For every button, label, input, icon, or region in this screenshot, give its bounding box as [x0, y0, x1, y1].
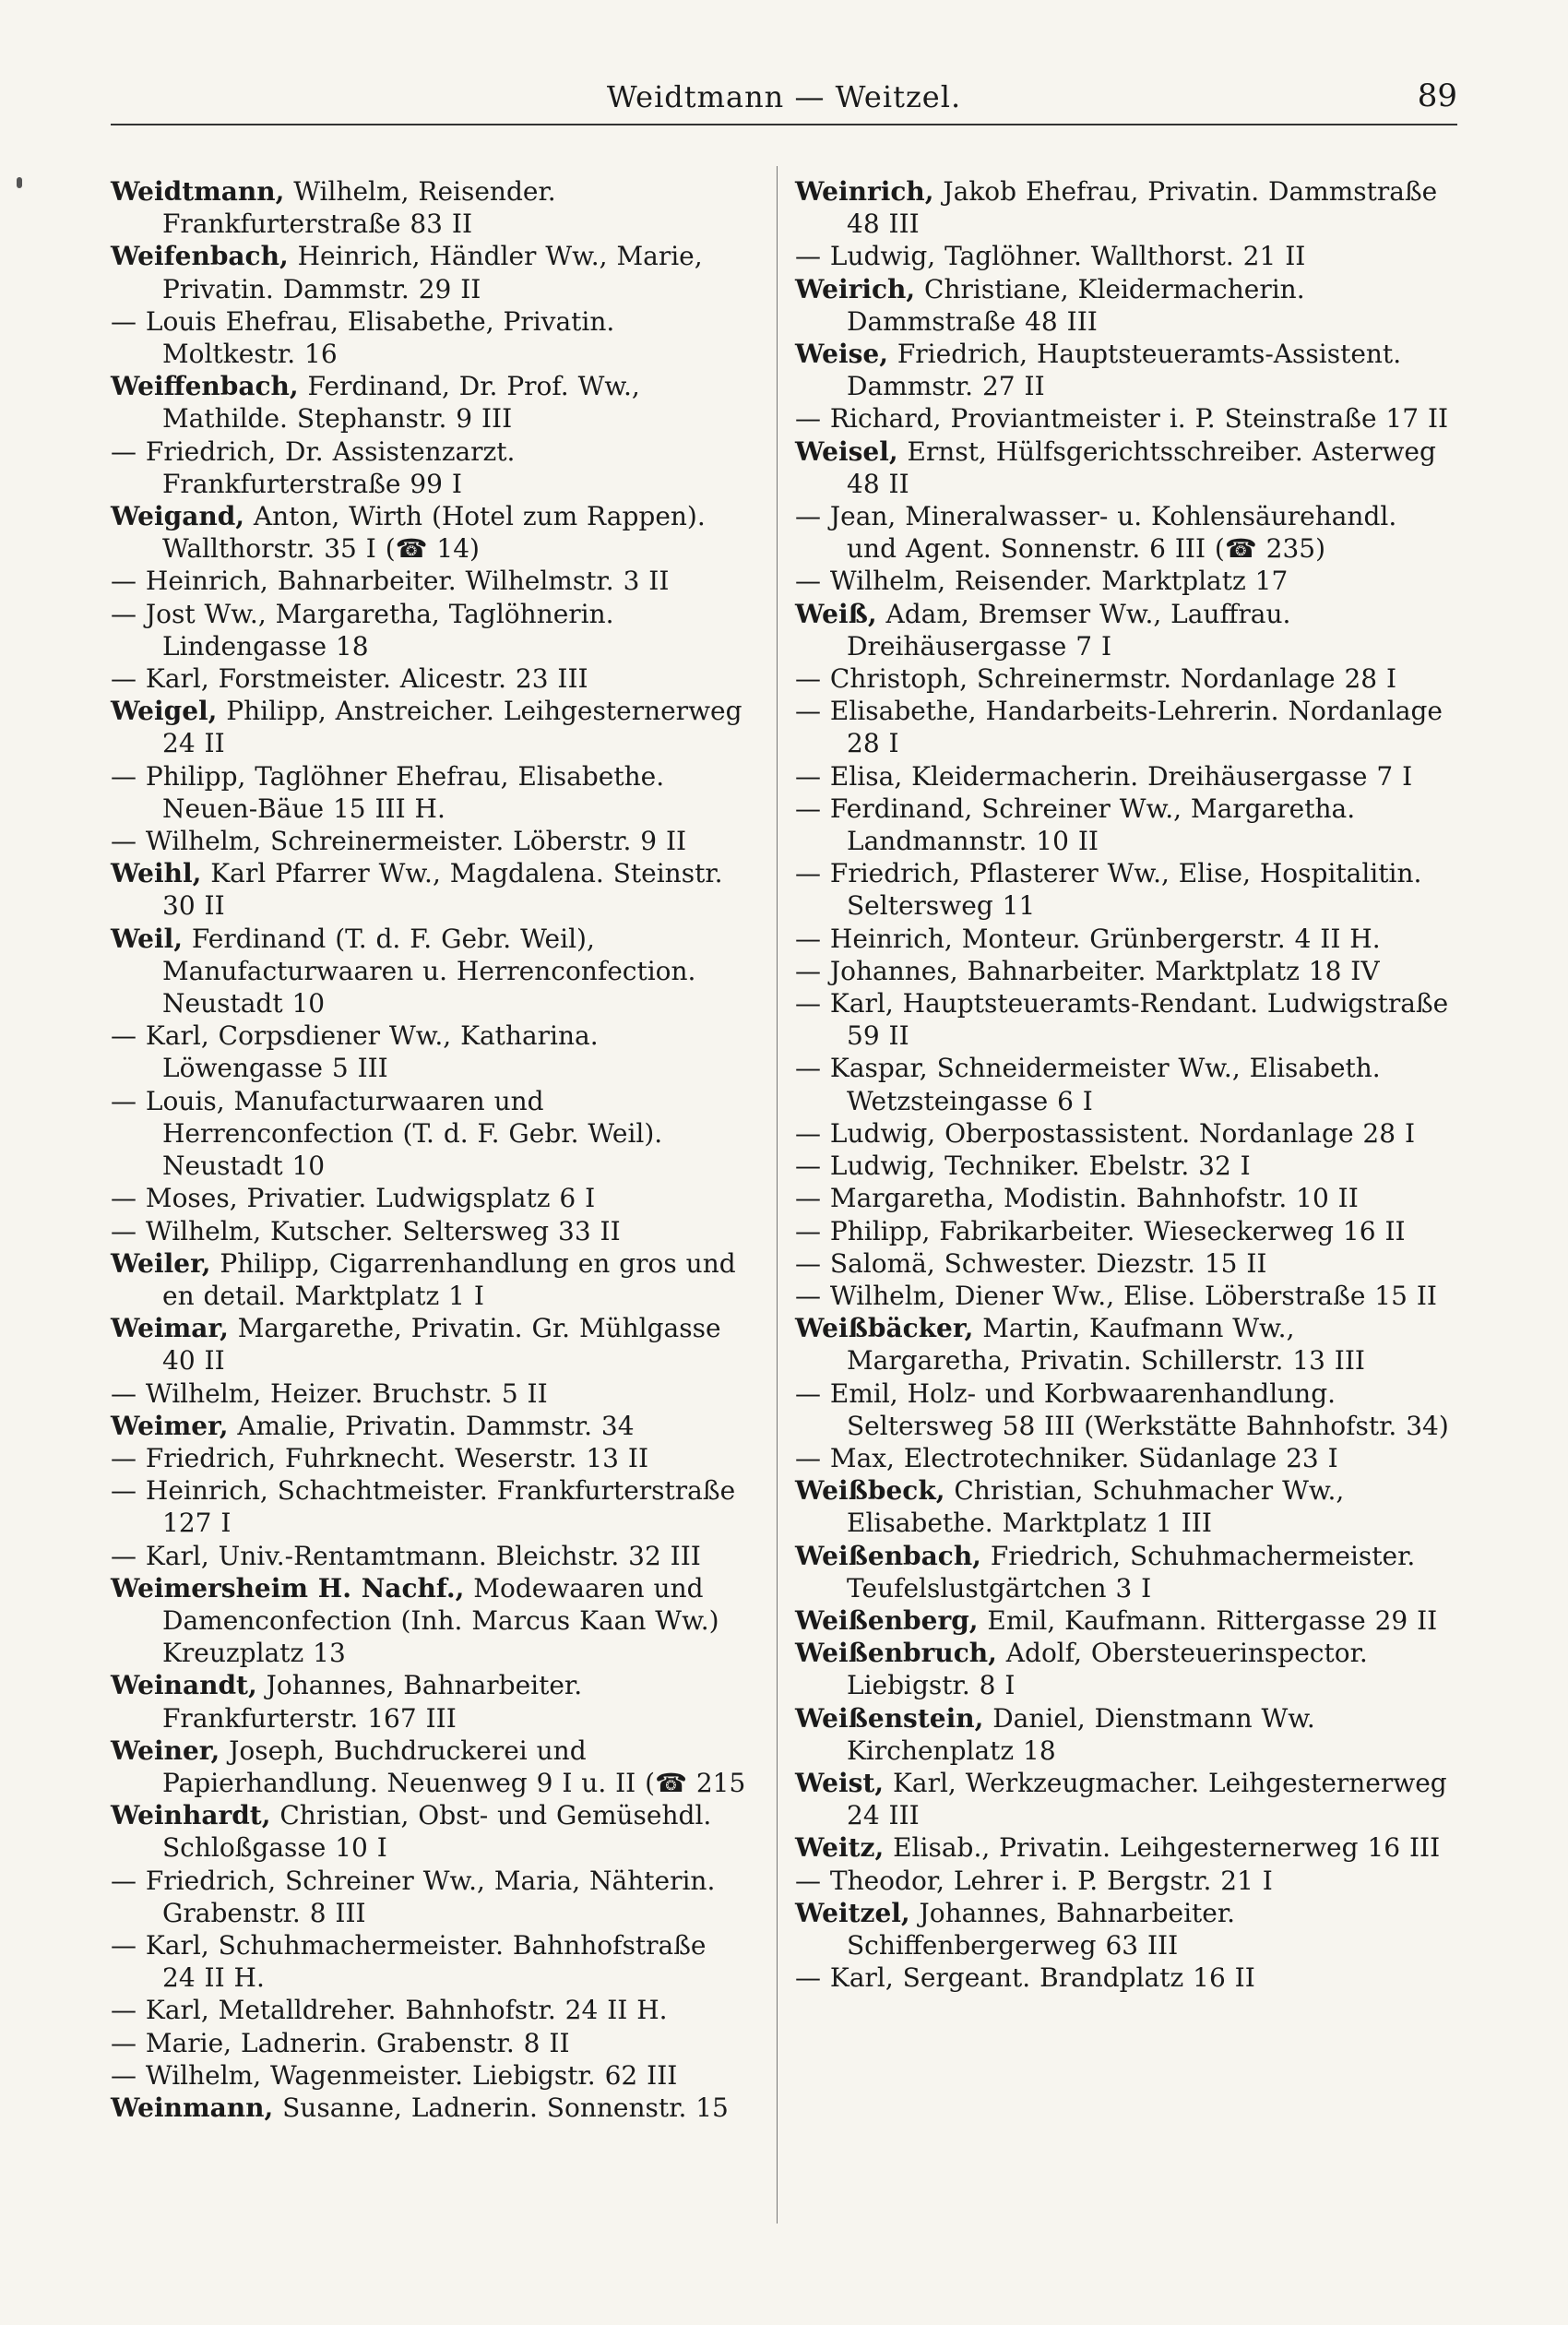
entry-details: — Friedrich, Dr. Assistenzarzt. Frankfurterstraße 99 I: [111, 435, 516, 499]
directory-entry: [795, 760, 1455, 793]
directory-entry: [795, 435, 1455, 500]
entry-details: Jakob Ehefrau, Privatin. Dammstraße 48 III: [847, 176, 1438, 240]
directory-entry: [111, 1865, 747, 1929]
entry-details: — Karl, Corpsdiener Ww., Katharina. Löwengasse 5 III: [111, 1020, 599, 1084]
entry-details: — Wilhelm, Diener Ww., Elise. Löberstraße 15 II: [795, 1280, 1437, 1311]
entry-details: Christian, Obst- und Gemüsehdl. Schloßgasse 10 I: [162, 1800, 712, 1864]
entry-details: Christian, Schuhmacher Ww., Elisabethe. Marktplatz 1 III: [847, 1475, 1345, 1539]
entry-surname: Weise,: [795, 339, 888, 370]
entry-details: — Karl, Univ.-Rentamtmann. Bleichstr. 32 III: [111, 1540, 701, 1571]
directory-entry: [795, 1280, 1455, 1312]
directory-entry: [795, 500, 1455, 565]
entry-details: — Margaretha, Modistin. Bahnhofstr. 10 II: [795, 1183, 1359, 1214]
entry-details: — Theodor, Lehrer i. P. Bergstr. 21 I: [795, 1865, 1273, 1896]
entry-details: Wilhelm, Reisender. Frankfurterstraße 83 II: [162, 176, 556, 240]
directory-entry: [795, 1312, 1455, 1377]
directory-entry: [795, 1637, 1455, 1701]
entry-details: — Ludwig, Oberpostassistent. Nordanlage 28 I: [795, 1117, 1416, 1149]
entry-details: Daniel, Dienstmann Ww. Kirchenplatz 18: [847, 1702, 1315, 1766]
directory-entry: [111, 1572, 747, 1670]
directory-entry: [111, 1929, 747, 1994]
entry-surname: Weißenbach,: [795, 1540, 981, 1571]
entry-details: — Heinrich, Bahnarbeiter. Wilhelmstr. 3 II: [111, 566, 670, 597]
directory-entry: [111, 857, 747, 922]
directory-entry: [795, 273, 1455, 338]
directory-entry: [111, 1669, 747, 1734]
entry-surname: Weitz,: [795, 1832, 885, 1864]
entry-details: Johannes, Bahnarbeiter. Frankfurterstr. 167 III: [162, 1670, 583, 1734]
directory-entry: [795, 1540, 1455, 1604]
entry-surname: Weiffenbach,: [111, 371, 299, 402]
entry-surname: Weimar,: [111, 1313, 229, 1344]
directory-entry: [795, 1604, 1455, 1637]
entry-details: Ferdinand (T. d. F. Gebr. Weil), Manufacturwaaren u. Herrenconfection. Neustadt 10: [162, 923, 696, 1019]
directory-entry: [795, 923, 1455, 955]
entry-surname: Weiner,: [111, 1735, 220, 1766]
entry-surname: Weißenbruch,: [795, 1638, 997, 1669]
entry-details: — Elisa, Kleidermacherin. Dreihäusergasse 7 I: [795, 760, 1413, 792]
directory-entry: [111, 1442, 747, 1474]
directory-entry: [111, 1247, 747, 1312]
directory-entry: [795, 1215, 1455, 1247]
directory-entry: [111, 1085, 747, 1183]
entry-surname: Weist,: [795, 1767, 885, 1798]
entry-details: — Friedrich, Schreiner Ww., Maria, Nähterin. Grabenstr. 8 III: [111, 1865, 716, 1928]
directory-entry: [111, 2059, 747, 2092]
entry-surname: Weifenbach,: [111, 241, 289, 272]
directory-entry: [111, 500, 747, 565]
entry-details: — Richard, Proviantmeister i. P. Steinstraße 17 II: [795, 403, 1449, 435]
entry-details: — Friedrich, Fuhrknecht. Weserstr. 13 II: [111, 1442, 649, 1473]
entry-details: — Elisabethe, Handarbeits-Lehrerin. Nordanlage 28 I: [795, 696, 1443, 759]
page-title: Weidtmann — Weitzel.: [606, 79, 962, 114]
directory-entry: [111, 1215, 747, 1247]
entry-surname: Weigand,: [111, 501, 245, 532]
entry-details: — Christoph, Schreinermstr. Nordanlage 28 I: [795, 663, 1397, 695]
entry-details: Philipp, Cigarrenhandlung en gros und en detail. Marktplatz 1 I: [162, 1247, 736, 1311]
directory-entry: [795, 1831, 1455, 1864]
directory-entry: [795, 1767, 1455, 1831]
entry-details: Friedrich, Schuhmachermeister. Teufelslustgärtchen 3 I: [847, 1540, 1416, 1604]
entry-surname: Weihl,: [111, 858, 202, 889]
directory-entry: [795, 857, 1455, 922]
directory-entry: [111, 1182, 747, 1214]
directory-entry: [111, 598, 747, 662]
entry-surname: Weinhardt,: [111, 1800, 271, 1831]
entry-surname: Weimer,: [111, 1410, 229, 1441]
entry-details: — Ludwig, Taglöhner. Wallthorst. 21 II: [795, 241, 1306, 272]
entry-details: — Wilhelm, Kutscher. Seltersweg 33 II: [111, 1215, 621, 1246]
entry-details: Heinrich, Händler Ww., Marie, Privatin. Dammstr. 29 II: [162, 241, 703, 304]
directory-entry: [795, 1150, 1455, 1182]
entry-details: Joseph, Buchdruckerei und Papierhandlung. Neuenweg 9 I u. II (☎ 215: [162, 1735, 746, 1798]
entry-details: Susanne, Ladnerin. Sonnenstr. 15: [273, 2092, 729, 2123]
directory-entry: [795, 598, 1455, 662]
right-column: [795, 175, 1455, 1994]
directory-entry: [111, 1377, 747, 1410]
entry-details: — Wilhelm, Schreinermeister. Löberstr. 9 II: [111, 826, 687, 857]
page-header: [111, 72, 1457, 127]
entry-details: Friedrich, Hauptsteueramts-Assistent. Dammstr. 27 II: [847, 339, 1402, 402]
directory-entry: [111, 923, 747, 1020]
entry-details: — Wilhelm, Reisender. Marktplatz 17: [795, 566, 1289, 597]
entry-details: — Ferdinand, Schreiner Ww., Margaretha. Landmannstr. 10 II: [795, 793, 1356, 857]
directory-entry: [795, 1442, 1455, 1474]
entry-details: — Emil, Holz- und Korbwaarenhandlung. Seltersweg 58 III (Werkstätte Bahnhofstr. 34): [795, 1377, 1449, 1441]
entry-details: — Kaspar, Schneidermeister Ww., Elisabeth. Wetzsteingasse 6 I: [795, 1053, 1381, 1116]
directory-entry: [111, 662, 747, 695]
header-rule: [111, 124, 1457, 125]
entry-details: — Salomä, Schwester. Diezstr. 15 II: [795, 1247, 1267, 1279]
directory-entry: [111, 1799, 747, 1864]
directory-entry: [111, 1312, 747, 1377]
entry-details: Karl Pfarrer Ww., Magdalena. Steinstr. 30 II: [162, 858, 723, 922]
directory-entry: [795, 338, 1455, 402]
directory-entry: [795, 1865, 1455, 1897]
directory-entry: [111, 825, 747, 857]
entry-details: — Karl, Hauptsteueramts-Rendant. Ludwigstraße 59 II: [795, 988, 1449, 1052]
entry-details: — Heinrich, Schachtmeister. Frankfurterstraße 127 I: [111, 1475, 736, 1539]
entry-surname: Weil,: [111, 923, 183, 954]
entry-details: — Friedrich, Pflasterer Ww., Elise, Hospitalitin. Seltersweg 11: [795, 858, 1422, 922]
entry-details: — Moses, Privatier. Ludwigsplatz 6 I: [111, 1183, 596, 1214]
entry-details: Ernst, Hülfsgerichtsschreiber. Asterweg 48 II: [847, 435, 1436, 499]
entry-details: Karl, Werkzeugmacher. Leihgesternerweg 24 III: [847, 1767, 1447, 1831]
entry-surname: Weiß,: [795, 598, 877, 629]
entry-details: — Louis, Manufacturwaaren und Herrenconfection (T. d. F. Gebr. Weil). Neustadt 10: [111, 1085, 663, 1182]
directory-entry: [795, 402, 1455, 435]
entry-details: — Wilhelm, Wagenmeister. Liebigstr. 62 III: [111, 2059, 678, 2091]
entry-details: Modewaaren und Damenconfection (Inh. Marcus Kaan Ww.) Kreuzplatz 13: [162, 1572, 719, 1669]
entry-details: — Ludwig, Techniker. Ebelstr. 32 I: [795, 1151, 1251, 1182]
directory-entry: [111, 1540, 747, 1572]
entry-details: — Johannes, Bahnarbeiter. Marktplatz 18 IV: [795, 955, 1380, 986]
entry-details: Ferdinand, Dr. Prof. Ww., Mathilde. Stephanstr. 9 III: [162, 371, 640, 435]
entry-details: — Karl, Sergeant. Brandplatz 16 II: [795, 1962, 1255, 1994]
entry-surname: Weidtmann,: [111, 176, 285, 207]
directory-entry: [111, 1735, 747, 1799]
directory-entry: [795, 1052, 1455, 1116]
entry-details: — Philipp, Fabrikarbeiter. Wieseckerweg 16 II: [795, 1215, 1406, 1246]
directory-entry: [795, 1474, 1455, 1539]
entry-details: — Philipp, Taglöhner Ehefrau, Elisabethe. Neuen-Bäue 15 III H.: [111, 760, 665, 824]
directory-entry: [795, 1117, 1455, 1150]
directory-entry: [795, 955, 1455, 987]
entry-details: Amalie, Privatin. Dammstr. 34: [228, 1410, 635, 1441]
margin-mark: [17, 177, 22, 188]
entry-surname: Weigel,: [111, 696, 218, 727]
entry-details: Anton, Wirth (Hotel zum Rappen). Wallthorstr. 35 I (☎ 14): [162, 501, 706, 565]
directory-entry: [111, 175, 747, 240]
directory-entry: [111, 1410, 747, 1442]
entry-details: Margarethe, Privatin. Gr. Mühlgasse 40 II: [162, 1313, 721, 1377]
directory-entry: [111, 565, 747, 597]
entry-details: — Karl, Forstmeister. Alicestr. 23 III: [111, 663, 588, 695]
directory-entry: [111, 1994, 747, 2026]
directory-entry: [795, 1377, 1455, 1442]
entry-surname: Weinandt,: [111, 1670, 257, 1701]
entry-surname: Weißenstein,: [795, 1702, 984, 1734]
directory-entry: [795, 987, 1455, 1052]
entry-details: Emil, Kaufmann. Rittergasse 29 II: [978, 1604, 1438, 1636]
directory-entry: [795, 793, 1455, 857]
entry-surname: Weinmann,: [111, 2092, 274, 2123]
entry-details: Philipp, Anstreicher. Leihgesternerweg 24 II: [162, 696, 742, 759]
entry-surname: Weiler,: [111, 1247, 211, 1279]
entry-details: Elisab., Privatin. Leihgesternerweg 16 III: [884, 1832, 1441, 1864]
directory-entry: [795, 1182, 1455, 1214]
directory-entry: [111, 1474, 747, 1539]
entry-details: — Max, Electrotechniker. Südanlage 23 I: [795, 1442, 1338, 1473]
directory-entry: [111, 1019, 747, 1084]
entry-details: — Marie, Ladnerin. Grabenstr. 8 II: [111, 2027, 570, 2058]
left-column: [111, 175, 747, 2124]
directory-entry: [795, 240, 1455, 272]
directory-entry: [795, 1897, 1455, 1961]
directory-entry: [111, 240, 747, 304]
entry-surname: Weimersheim H. Nachf.,: [111, 1572, 465, 1604]
entry-details: Adolf, Obersteuerinspector. Liebigstr. 8 I: [847, 1638, 1368, 1701]
entry-details: Christiane, Kleidermacherin. Dammstraße 48 III: [847, 273, 1305, 337]
directory-entry: [795, 695, 1455, 759]
directory-entry: [111, 695, 747, 759]
directory-entry: [111, 370, 747, 435]
entry-surname: Weitzel,: [795, 1897, 910, 1928]
directory-entry: [111, 435, 747, 500]
directory-entry: [111, 2027, 747, 2059]
entry-surname: Weinrich,: [795, 176, 934, 207]
directory-entry: [795, 662, 1455, 695]
entry-details: Johannes, Bahnarbeiter. Schiffenbergerweg 63 III: [847, 1897, 1236, 1961]
entry-details: — Wilhelm, Heizer. Bruchstr. 5 II: [111, 1377, 548, 1409]
entry-details: Adam, Bremser Ww., Lauffrau. Dreihäusergasse 7 I: [847, 598, 1291, 662]
entry-details: — Jost Ww., Margaretha, Taglöhnerin. Lindengasse 18: [111, 598, 614, 662]
directory-entry: [795, 565, 1455, 597]
entry-details: — Louis Ehefrau, Elisabethe, Privatin. Moltkestr. 16: [111, 305, 615, 370]
entry-details: — Jean, Mineralwasser- u. Kohlensäurehandl. und Agent. Sonnenstr. 6 III (☎ 235): [795, 501, 1397, 565]
entry-details: — Karl, Metalldreher. Bahnhofstr. 24 II H.: [111, 1995, 668, 2026]
entry-surname: Weißenberg,: [795, 1604, 979, 1636]
directory-entry: [795, 1247, 1455, 1280]
entry-details: — Karl, Schuhmachermeister. Bahnhofstraße 24 II H.: [111, 1929, 707, 1994]
directory-entry: [795, 1961, 1455, 1994]
directory-entry: [111, 305, 747, 370]
directory-entry: [111, 760, 747, 825]
entry-details: — Heinrich, Monteur. Grünbergerstr. 4 II H.: [795, 923, 1381, 954]
page-number: 89: [1417, 78, 1457, 114]
directory-entry: [111, 2092, 747, 2124]
entry-surname: Weisel,: [795, 435, 898, 467]
directory-entry: [795, 1702, 1455, 1767]
entry-surname: Weißbeck,: [795, 1475, 945, 1507]
entry-surname: Weißbäcker,: [795, 1313, 974, 1344]
entry-details: Martin, Kaufmann Ww., Margaretha, Privatin. Schillerstr. 13 III: [847, 1313, 1365, 1377]
directory-entry: [795, 175, 1455, 240]
column-divider: [777, 166, 778, 2224]
entry-surname: Weirich,: [795, 273, 916, 304]
